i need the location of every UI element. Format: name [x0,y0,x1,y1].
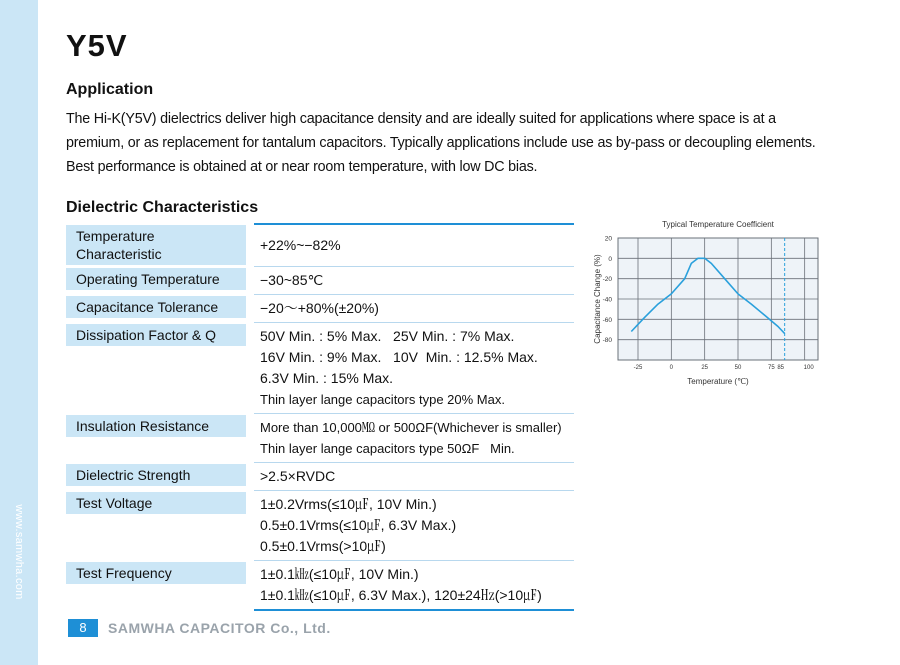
x-tick-label: -25 [633,365,643,371]
left-sidebar [0,0,38,665]
row-label: Test Frequency [66,562,246,584]
application-text [66,107,826,179]
y-tick-label: -60 [602,316,612,324]
x-tick-label: 100 [803,365,814,371]
dielectric-table [66,222,574,611]
row-value: −20～+80%(±20%) [260,300,379,316]
row-value: Thin layer lange capacitors type 50ΩF Min. [260,441,515,456]
row-value: >2.5×RVDC [260,468,336,484]
x-axis-label: Temperature (℃) [687,377,749,386]
row-label: Insulation Resistance [66,415,246,437]
row-label: Temperature Characteristic [66,225,246,265]
dielectric-heading: Dielectric Characteristics [66,199,259,216]
y-tick-label: -40 [602,296,612,304]
row-value: 6.3V Min. : 15% Max. [260,370,394,386]
table-row [66,295,574,323]
row-value: 0.5±0.1Vrms(>10㎌) [260,538,386,554]
row-label: Capacitance Tolerance [66,296,246,318]
table-row [66,323,574,414]
x-tick-label: 0 [669,365,674,371]
row-value: −30~85℃ [260,272,324,288]
row-label: Dielectric Strength [66,464,246,486]
y-tick-label: 20 [604,235,612,243]
x-tick-label: 25 [701,365,709,371]
x-tick-label: 85 [777,365,785,371]
temperature-chart [590,216,830,396]
row-value: 1±0.2Vrms(≤10㎌, 10V Min.) [260,496,437,512]
row-label: Test Voltage [66,492,246,514]
row-label: Operating Temperature [66,268,246,290]
page-title: Y5V [66,28,128,63]
row-value: More than 10,000㏁ or 500ΩF(Whichever is smaller) [260,420,562,435]
y-tick-label: -20 [602,276,612,284]
y-tick-label: -80 [602,337,612,345]
table-row [66,414,574,463]
sidebar-url: www.samwha.com [13,504,25,600]
row-value: 50V Min. : 5% Max. 25V Min. : 7% Max. [260,328,515,344]
row-label: Dissipation Factor & Q [66,324,246,346]
table-row [66,267,574,295]
x-tick-label: 50 [734,365,742,371]
temperature-chart-svg [590,216,830,396]
page-number: 8 [68,619,98,637]
chart-title: Typical Temperature Coefficient [662,220,774,229]
row-value: Thin layer lange capacitors type 20% Max. [260,392,505,407]
table-row [66,463,574,491]
footer-company: SAMWHA CAPACITOR Co., Ltd. [108,620,331,636]
application-line: premium, or as replacement for tantalum capacitors. Typically applications include use as by-pass or decoupling elements. [66,135,816,151]
x-tick-label: 75 [767,365,775,371]
row-value: 16V Min. : 9% Max. 10V Min. : 12.5% Max. [260,349,538,365]
application-line: The Hi-K(Y5V) dielectrics deliver high capacitance density and are ideally suited for applications where space is at a [66,111,776,127]
table-row [66,561,574,611]
table-row [66,491,574,561]
table-row [66,224,574,267]
y-tick-label: 0 [608,255,612,263]
row-value: 0.5±0.1Vrms(≤10㎌, 6.3V Max.) [260,517,457,533]
row-value: 1±0.1㎑(≤10㎌, 10V Min.) [260,566,419,582]
application-line: Best performance is obtained at or near room temperature, with low DC bias. [66,159,538,175]
application-heading: Application [66,81,154,98]
row-value: +22%~−82% [260,236,341,253]
row-value: 1±0.1㎑(≤10㎌, 6.3V Max.), 120±24㎐(>10㎌) [260,587,542,603]
y-axis-label: Capacitance Change (%) [593,254,602,344]
